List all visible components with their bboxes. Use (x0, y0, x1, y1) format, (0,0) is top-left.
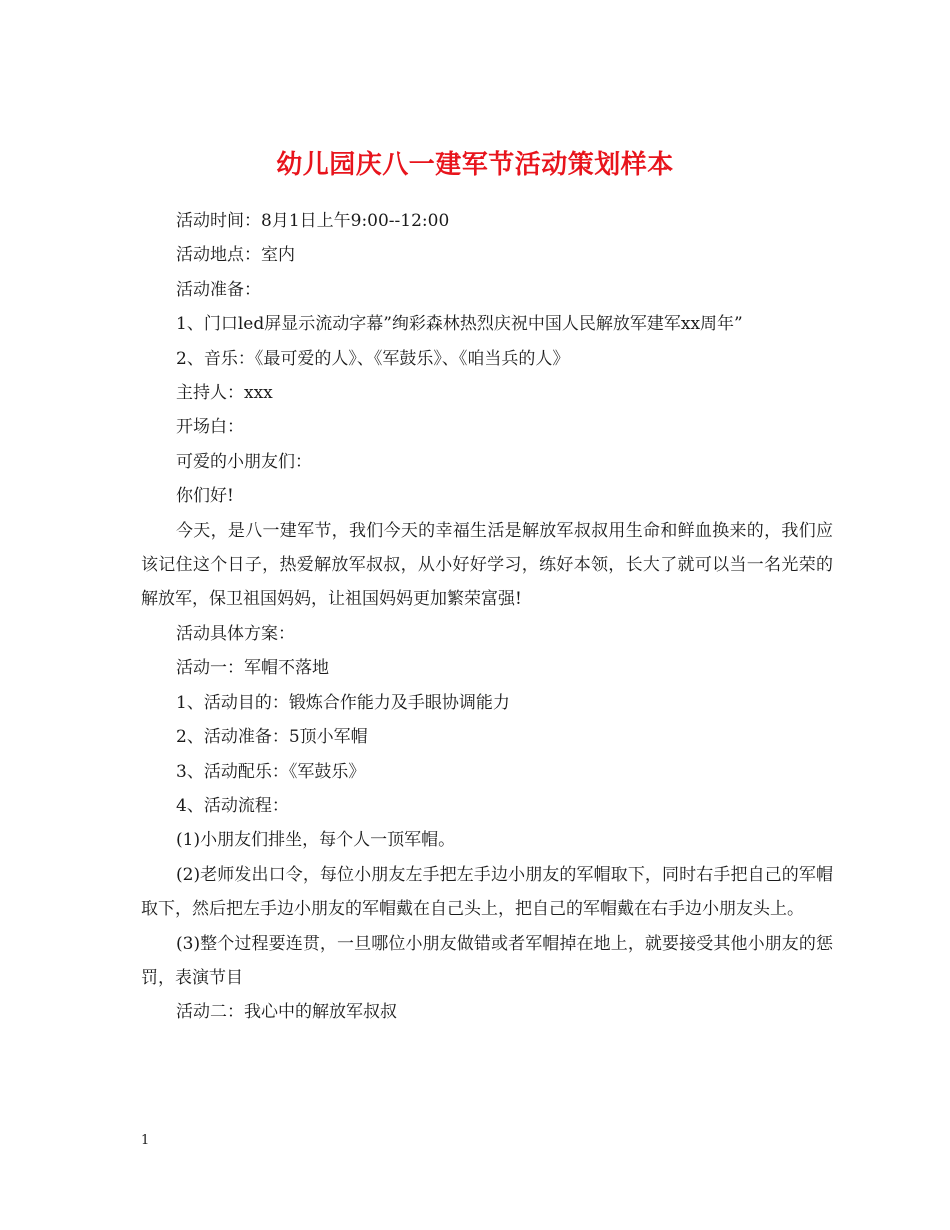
paragraph-process-step-3: (3)整个过程要连贯，一旦哪位小朋友做错或者军帽掉在地上，就要接受其他小朋友的惩罚，表演节目 (141, 933, 833, 988)
paragraph-activity-time: 活动时间：8月1日上午9:00--12:00 (176, 211, 450, 231)
page-number: 1 (141, 1133, 150, 1148)
paragraph-activity-one-process: 4、活动流程： (176, 795, 289, 816)
paragraph-preparation-led: 1、门口led屏显示流动字幕”绚彩森林热烈庆祝中国人民解放军建军xx周年” (176, 314, 743, 335)
paragraph-activity-location: 活动地点：室内 (176, 245, 295, 266)
paragraph-host: 主持人：xxx (176, 383, 273, 404)
paragraph-process-step-1: (1)小朋友们排坐，每个人一顶军帽。 (176, 830, 456, 851)
paragraph-preparation-music: 2、音乐：《最可爱的人》、《军鼓乐》、《咱当兵的人》 (176, 348, 570, 369)
paragraph-activity-one: 活动一：军帽不落地 (176, 658, 329, 679)
document-title: 幼儿园庆八一建军节活动策划样本 (276, 150, 674, 181)
paragraph-greeting: 可爱的小朋友们： (176, 451, 312, 472)
paragraph-opening-heading: 开场白： (176, 417, 244, 438)
paragraph-opening-speech: 今天，是八一建军节，我们今天的幸福生活是解放军叔叔用生命和鲜血换来的，我们应该记住这个日子，热爱解放军叔叔，从小好好学习，练好本领，长大了就可以当一名光荣的解放军，保卫祖国妈妈，让祖国妈妈更加繁荣富强! (141, 520, 833, 610)
paragraph-activity-two: 活动二：我心中的解放军叔叔 (176, 1002, 397, 1023)
paragraph-plan-heading: 活动具体方案： (176, 623, 295, 644)
paragraph-activity-one-preparation: 2、活动准备：5顶小军帽 (176, 727, 368, 748)
paragraph-activity-one-goal: 1、活动目的：锻炼合作能力及手眼协调能力 (176, 692, 510, 713)
paragraph-hello: 你们好! (176, 486, 234, 507)
paragraph-activity-one-music: 3、活动配乐：《军鼓乐》 (176, 761, 366, 782)
paragraph-process-step-2: (2)老师发出口令，每位小朋友左手把左手边小朋友的军帽取下，同时右手把自己的军帽取下，然后把左手边小朋友的军帽戴在自己头上，把自己的军帽戴在右手边小朋友头上。 (141, 864, 833, 920)
document-body (141, 204, 833, 1030)
paragraph-preparation-heading: 活动准备： (176, 279, 261, 300)
